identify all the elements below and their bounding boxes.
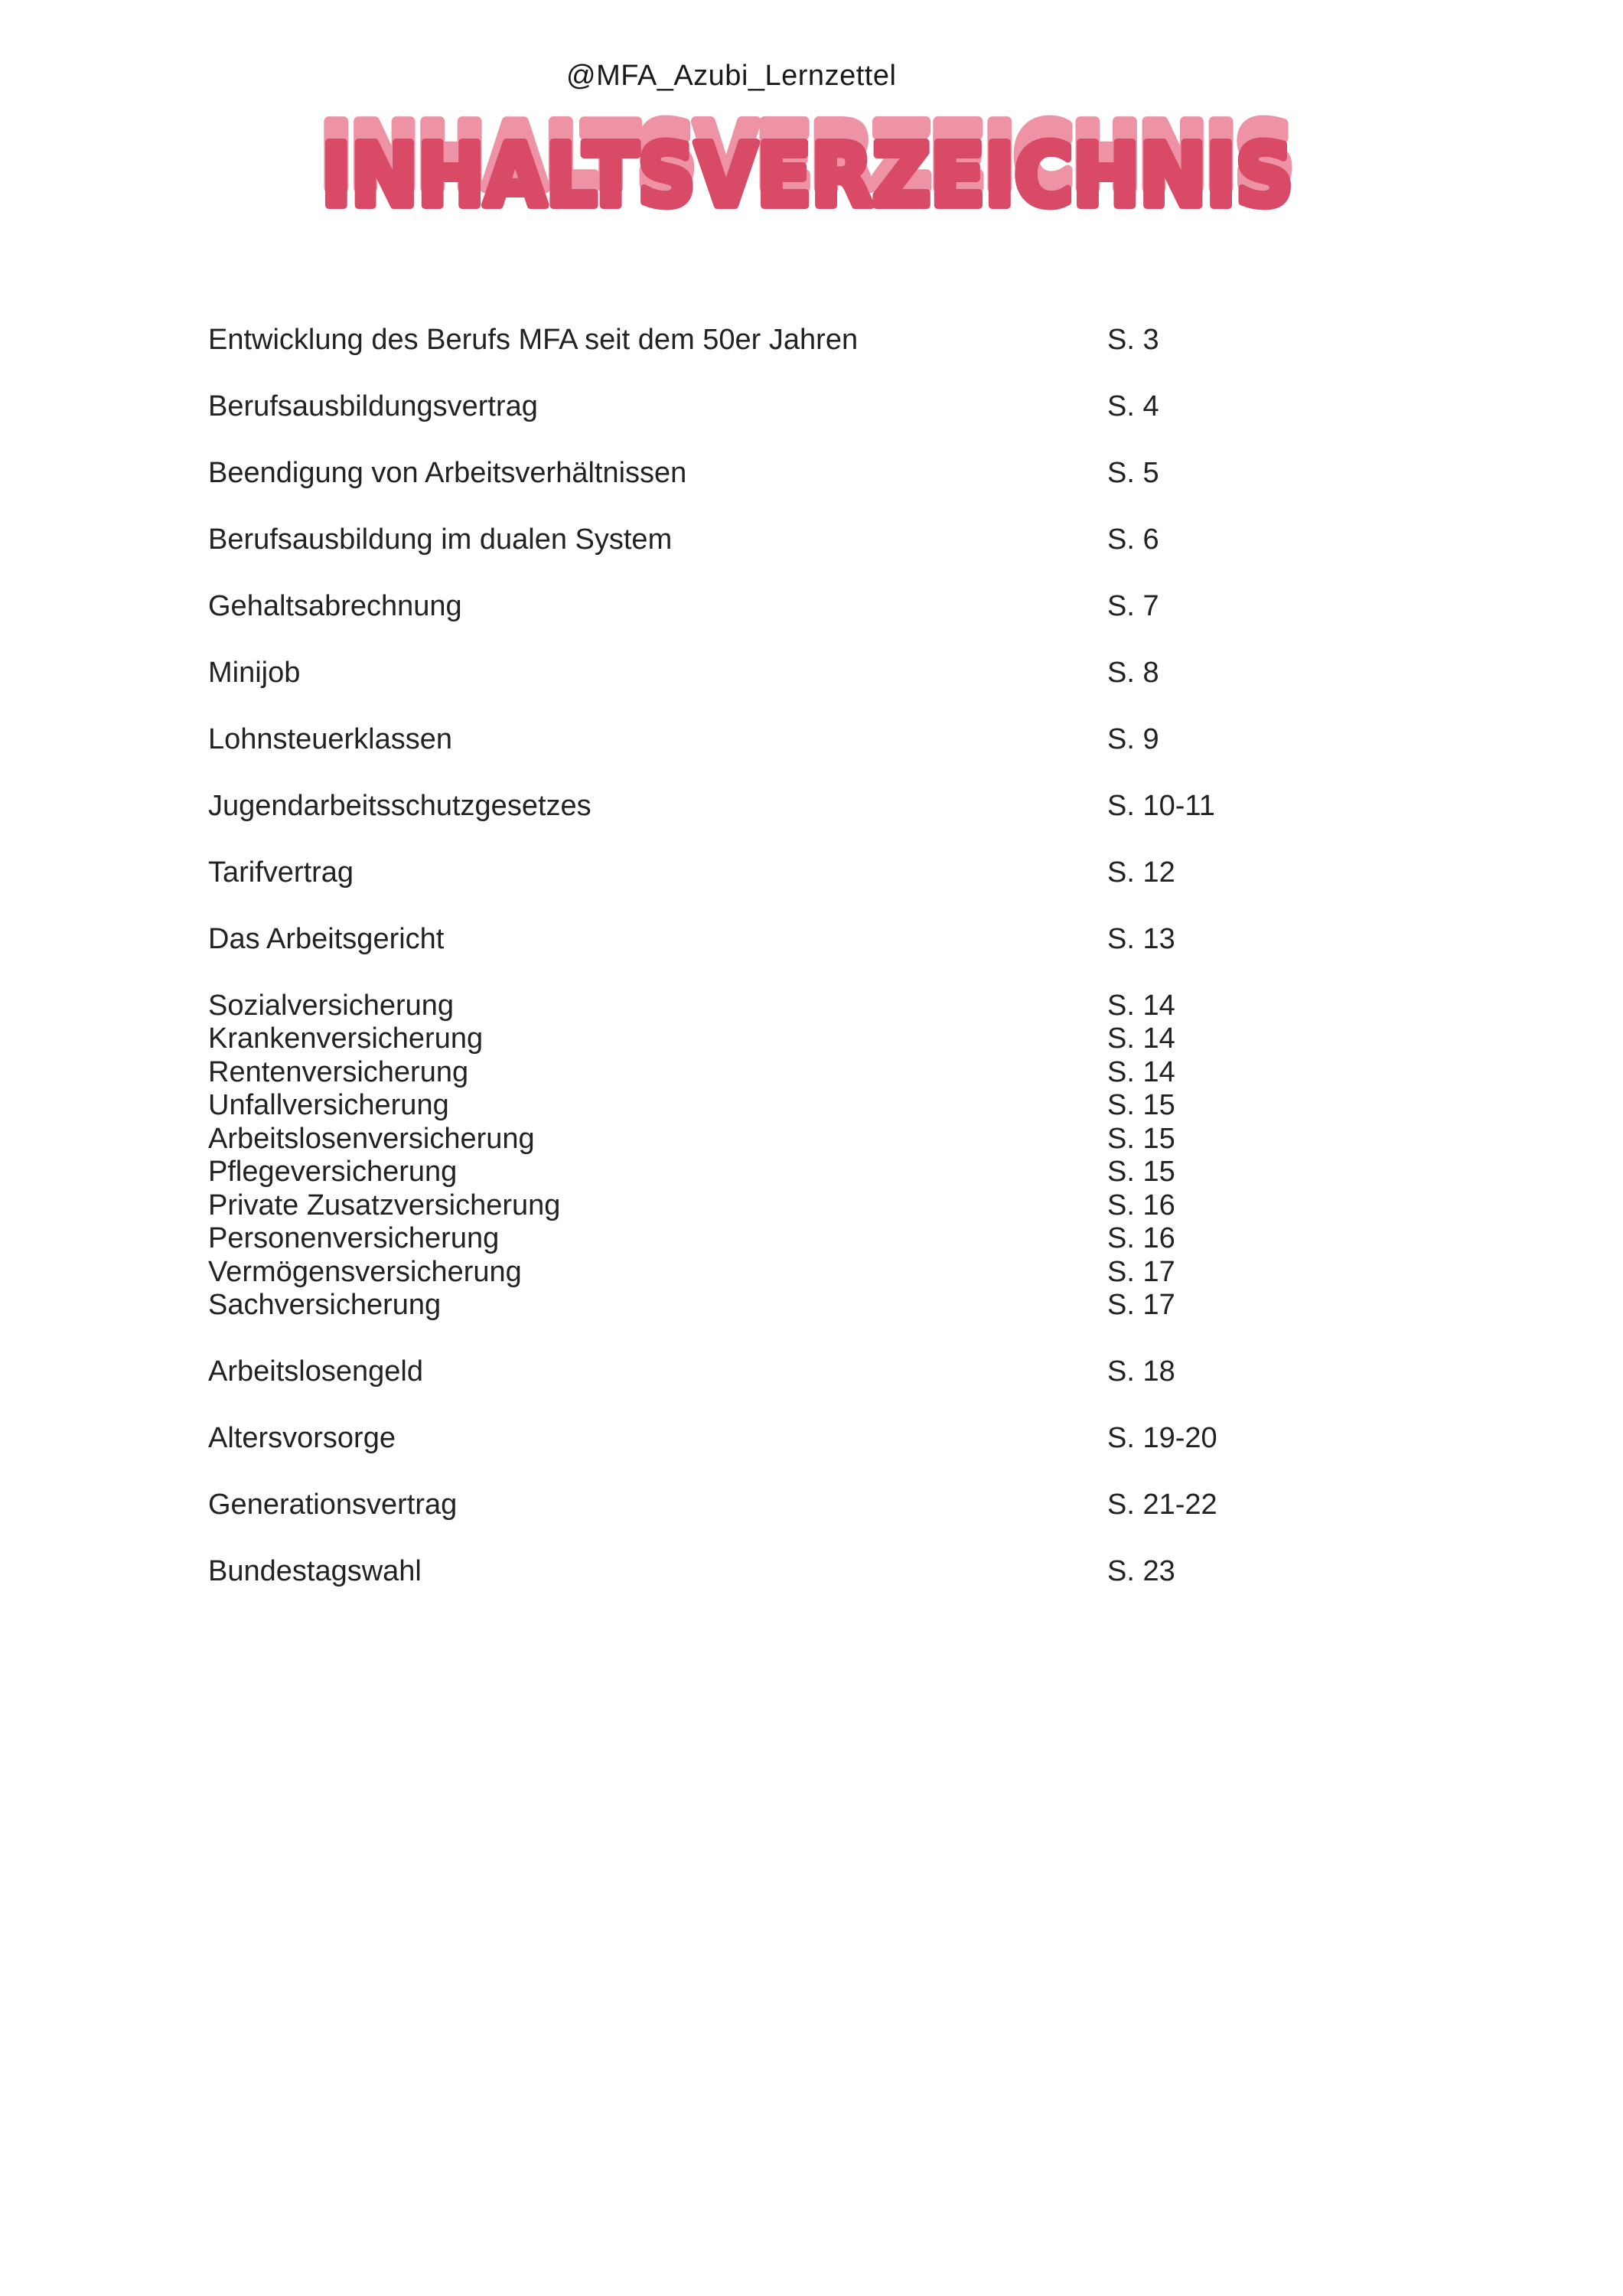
- toc-entry-page: S. 3: [1107, 324, 1159, 356]
- toc-entry-arbeitslosengeld[interactable]: [208, 1355, 1279, 1388]
- toc-entry-entwicklung[interactable]: [208, 323, 1279, 357]
- page-title-shadow: INHALTSVERZEICHNIS: [321, 107, 1293, 209]
- toc-entry-label: Bundestagswahl: [208, 1555, 422, 1587]
- toc-entry-page: S. 14: [1107, 1022, 1175, 1055]
- toc-entry-label: Personenversicherung: [208, 1222, 500, 1254]
- toc-entry-page: S. 8: [1107, 657, 1159, 689]
- toc-entry-jugendarbeitsschutz[interactable]: [208, 789, 1279, 823]
- author-handle: @MFA_Azubi_Lernzettel: [566, 60, 897, 92]
- toc-entry-arbeitsgericht[interactable]: [208, 922, 1279, 956]
- toc-entry-page: S. 14: [1107, 1056, 1175, 1088]
- toc-entry-label: Sachversicherung: [208, 1289, 442, 1321]
- toc-entry-page: S. 15: [1107, 1089, 1175, 1121]
- toc-entry-page: S. 9: [1107, 723, 1159, 755]
- toc-entry-generationsvertrag[interactable]: [208, 1488, 1279, 1521]
- page-title-text: INHALTSVERZEICHNIS: [321, 126, 1293, 222]
- toc-entry-krankenversicherung[interactable]: [208, 1022, 1279, 1055]
- toc-entry-label: Beendigung von Arbeitsverhältnissen: [208, 457, 687, 489]
- toc-entry-label: Berufsausbildung im dualen System: [208, 523, 673, 556]
- toc-entry-rentenversicherung[interactable]: [208, 1055, 1279, 1089]
- toc-entry-label: Vermögensversicherung: [208, 1256, 522, 1288]
- toc-entry-sozialversicherung[interactable]: [208, 989, 1279, 1022]
- toc-entry-page: S. 7: [1107, 590, 1159, 622]
- toc-entry-page: S. 18: [1107, 1355, 1175, 1388]
- toc-entry-pflegeversicherung[interactable]: [208, 1155, 1279, 1189]
- toc-entry-label: Pflegeversicherung: [208, 1156, 458, 1188]
- toc-entry-vermoegensversicherung[interactable]: [208, 1255, 1279, 1289]
- toc-entry-unfallversicherung[interactable]: [208, 1088, 1279, 1122]
- toc-entry-label: Minijob: [208, 657, 301, 689]
- toc-entry-label: Gehaltsabrechnung: [208, 590, 462, 622]
- toc-entry-tarifvertrag[interactable]: [208, 856, 1279, 889]
- toc-entry-label: Private Zusatzversicherung: [208, 1189, 561, 1221]
- toc-entry-page: S. 15: [1107, 1123, 1175, 1155]
- toc-entry-sachversicherung[interactable]: [208, 1288, 1279, 1322]
- toc-entry-label: Generationsvertrag: [208, 1489, 458, 1521]
- toc-entry-label: Sozialversicherung: [208, 990, 455, 1022]
- toc-entry-page: S. 4: [1107, 390, 1159, 422]
- toc-entry-gehaltsabrechnung[interactable]: [208, 589, 1279, 623]
- toc-entry-label: Jugendarbeitsschutzgesetzes: [208, 790, 592, 822]
- toc-entry-label: Krankenversicherung: [208, 1022, 484, 1055]
- toc-entry-page: S. 21-22: [1107, 1489, 1217, 1521]
- toc-entry-lohnsteuerklassen[interactable]: [208, 722, 1279, 756]
- toc-entry-label: Arbeitslosengeld: [208, 1355, 423, 1388]
- toc-entry-minijob[interactable]: [208, 656, 1279, 690]
- toc-entry-page: S. 12: [1107, 856, 1175, 889]
- toc-entry-duales-system[interactable]: [208, 523, 1279, 556]
- toc-entry-page: S. 10-11: [1107, 790, 1215, 822]
- toc-entry-label: Unfallversicherung: [208, 1089, 449, 1121]
- toc-entry-page: S. 17: [1107, 1256, 1175, 1288]
- toc-entry-label: Arbeitslosenversicherung: [208, 1123, 535, 1155]
- toc-entry-page: S. 17: [1107, 1289, 1175, 1321]
- toc-entry-berufsausbildungsvertrag[interactable]: [208, 390, 1279, 423]
- toc-entry-label: Rentenversicherung: [208, 1056, 469, 1088]
- toc-entry-page: S. 23: [1107, 1555, 1175, 1587]
- toc-entry-label: Lohnsteuerklassen: [208, 723, 452, 755]
- toc-entry-altersvorsorge[interactable]: [208, 1421, 1279, 1455]
- toc-entry-label: Tarifvertrag: [208, 856, 354, 889]
- toc-entry-label: Altersvorsorge: [208, 1422, 396, 1454]
- toc-entry-page: S. 16: [1107, 1222, 1175, 1254]
- toc-entry-page: S. 13: [1107, 923, 1175, 955]
- toc-entry-page: S. 6: [1107, 523, 1159, 556]
- toc-entry-label: Berufsausbildungsvertrag: [208, 390, 538, 422]
- toc-entry-private-zusatzversicherung[interactable]: [208, 1189, 1279, 1222]
- toc-entry-arbeitslosenversicherung[interactable]: [208, 1122, 1279, 1156]
- toc-entry-beendigung[interactable]: [208, 456, 1279, 490]
- toc-entry-bundestagswahl[interactable]: [208, 1554, 1279, 1588]
- toc-entry-page: S. 19-20: [1107, 1422, 1217, 1454]
- toc-entry-page: S. 14: [1107, 990, 1175, 1022]
- toc-entry-page: S. 16: [1107, 1189, 1175, 1221]
- page-title: [302, 107, 1312, 222]
- toc-entry-label: Das Arbeitsgericht: [208, 923, 445, 955]
- toc-entry-personenversicherung[interactable]: [208, 1221, 1279, 1255]
- toc-entry-page: S. 15: [1107, 1156, 1175, 1188]
- toc-entry-page: S. 5: [1107, 457, 1159, 489]
- toc-entry-label: Entwicklung des Berufs MFA seit dem 50er Jahren: [208, 324, 859, 356]
